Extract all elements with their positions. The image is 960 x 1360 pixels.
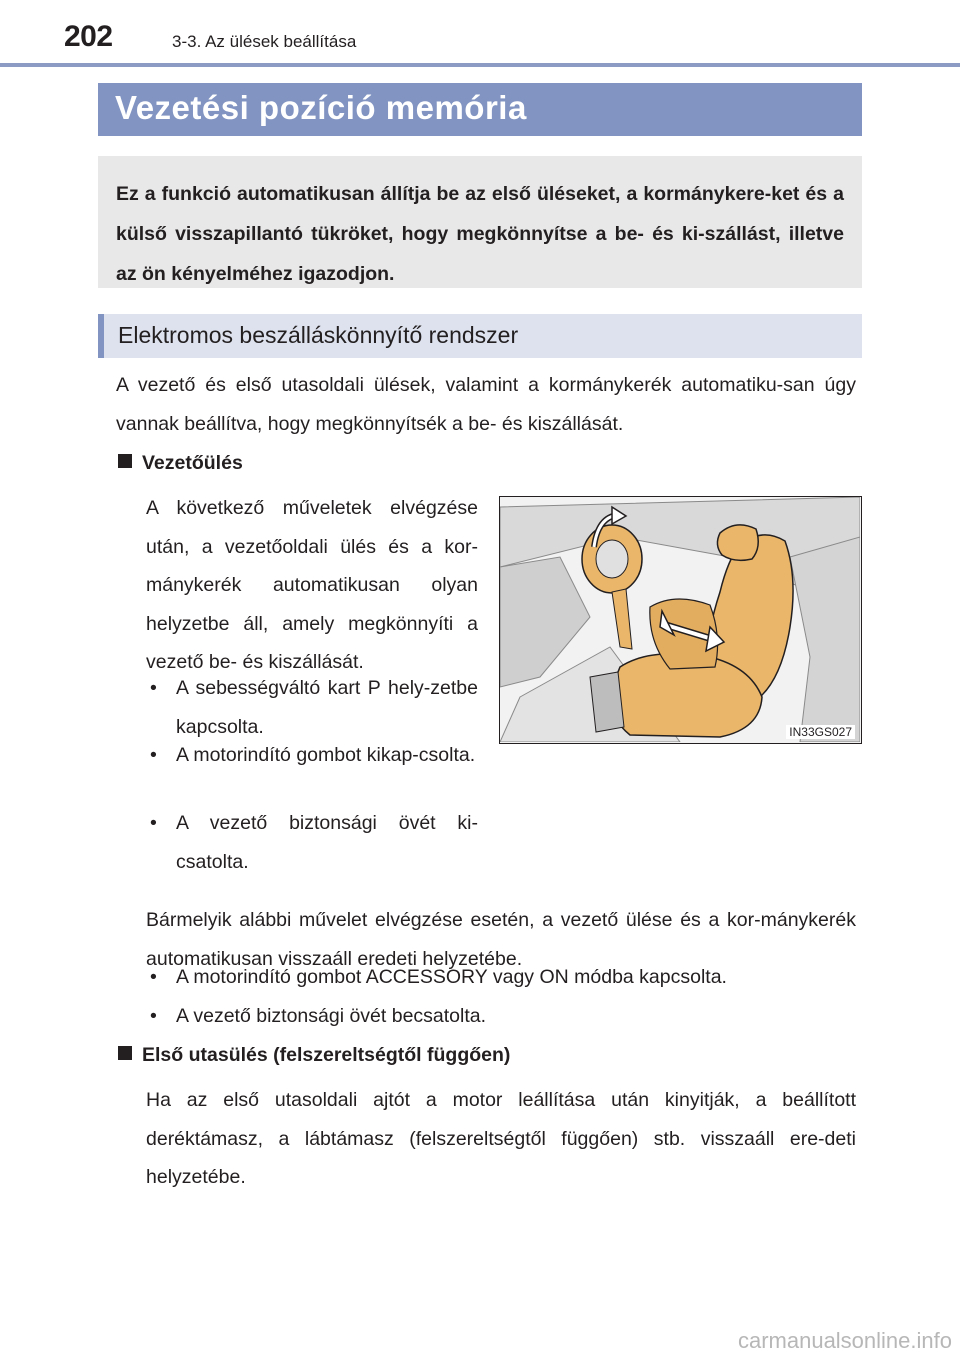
list-item — [150, 669, 478, 746]
intro-box — [98, 156, 862, 288]
list-item — [150, 997, 856, 1036]
driver-seat-heading-text: Vezetőülés — [142, 452, 243, 474]
seat-drawing — [500, 497, 860, 742]
intro-text: Ez a funkció automatikusan állítja be az első üléseket, a kormánykere-ket és a külső visszapillantó tükröket, hogy megkönnyítse a be- és ki-szállást, illetve az ön kényelméhez igazodjon. — [116, 183, 844, 285]
list-item — [150, 736, 478, 775]
bullet-dot-icon: • — [150, 1005, 157, 1027]
list-item-text: A vezető biztonsági övét ki-csatolta. — [176, 812, 478, 873]
passenger-seat-heading — [118, 1044, 510, 1067]
section-body: A vezető és első utasoldali ülések, valamint a kormánykerék automatiku-san úgy vannak beállítva, hogy megkönnyítsék a be- és kiszállását. — [116, 374, 856, 435]
driver-seat-heading — [118, 452, 243, 475]
bullet-dot-icon: • — [150, 966, 157, 988]
figure-code: IN33GS027 — [786, 725, 855, 739]
seat-illustration — [499, 496, 862, 744]
list-item-text: A sebességváltó kart P hely-zetbe kapcsolta. — [176, 677, 478, 738]
page-number: 202 — [64, 20, 113, 53]
list-item-text: A vezető biztonsági övét becsatolta. — [176, 1005, 487, 1027]
passenger-seat-text: Ha az első utasoldali ajtót a motor leállítása után kinyitják, a beállított deréktámasz, a lábtámasz (felszereltségtől függően) stb. visszaáll ere-deti helyzetébe. — [146, 1089, 856, 1188]
running-head: 3-3. Az ülések beállítása — [172, 32, 357, 51]
list-item — [150, 958, 856, 997]
square-bullet-icon — [118, 454, 132, 468]
bullet-dot-icon: • — [150, 812, 157, 834]
title-band — [98, 83, 862, 136]
watermark: carmanualsonline.info — [737, 1328, 952, 1353]
page-title: Vezetési pozíció memória — [115, 89, 527, 126]
square-bullet-icon — [118, 1046, 132, 1060]
driver-seat-return-text: Bármelyik alábbi művelet elvégzése esetén, a vezető ülése és a kor-mánykerék automatikusan visszaáll eredeti helyzetébe. — [146, 909, 856, 970]
list-item-text: A motorindító gombot ACCESSORY vagy ON módba kapcsolta. — [176, 966, 727, 988]
bullet-dot-icon: • — [150, 744, 157, 766]
list-item-text: A motorindító gombot kikap-csolta. — [176, 744, 476, 766]
driver-seat-text: A következő műveletek elvégzése után, a vezetőoldali ülés és a kor-mánykerék automatikusan olyan helyzetbe áll, amely megkönnyíti a vezető be- és kiszállását. — [146, 497, 478, 673]
bullet-dot-icon: • — [150, 677, 157, 699]
header-rule — [0, 63, 960, 67]
section-title: Elektromos beszálláskönnyítő rendszer — [118, 322, 519, 348]
passenger-seat-heading-text: Első utasülés (felszereltségtől függően) — [142, 1044, 511, 1066]
section-heading-band — [98, 314, 862, 358]
list-item — [150, 804, 478, 881]
